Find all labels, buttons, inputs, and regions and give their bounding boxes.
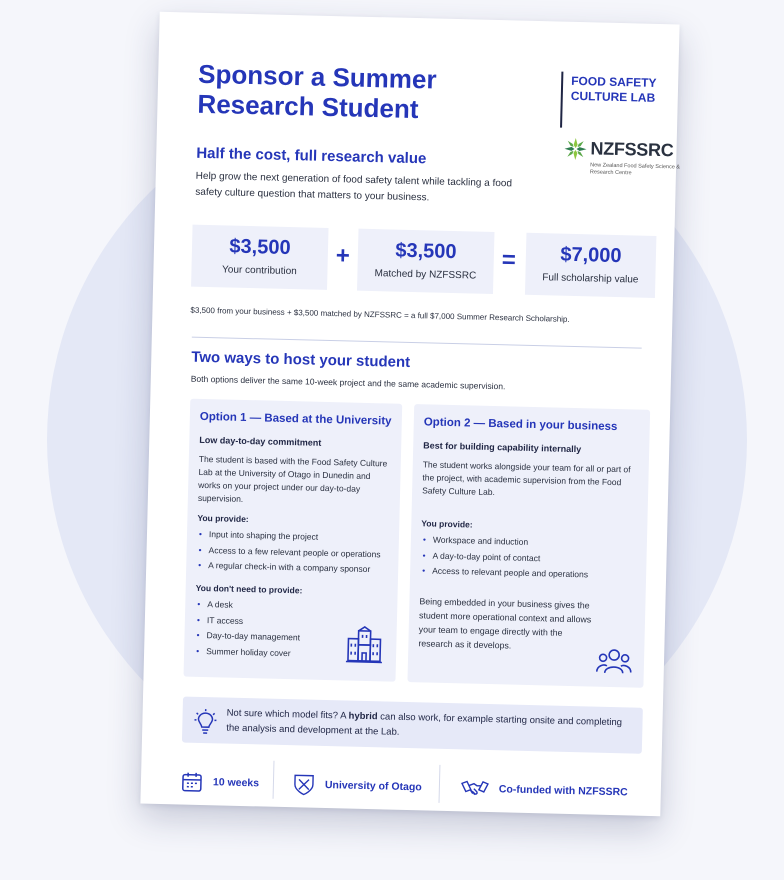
list-item: • A desk: [195, 597, 301, 615]
footer-separator: [273, 761, 275, 799]
calendar-icon: [181, 771, 204, 794]
option1-not-provide-heading: You don't need to provide:: [195, 582, 303, 596]
list-item: • Day-to-day management: [194, 628, 300, 646]
stat-value: $7,000: [560, 243, 622, 268]
hosting-intro: Both options deliver the same 10-week project and the same academic supervision.: [190, 373, 506, 392]
equals-symbol: =: [501, 246, 517, 274]
option2-card: [407, 404, 650, 688]
value-heading: Half the cost, full research value: [196, 144, 427, 168]
footer-separator: [439, 765, 441, 803]
footer-item-duration: [180, 759, 259, 807]
plus-symbol: +: [335, 242, 351, 270]
footer-label: Co-funded with NZFSSRC: [498, 783, 628, 799]
lab-logo-rule: [560, 72, 563, 128]
value-intro: Help grow the next generation of food safety talent while tackling a food safety culture question that matters to your business.: [195, 170, 513, 204]
partner-subtitle: New Zealand Food Safety Science & Research Centre: [589, 162, 681, 177]
option1-description: The student is based with the Food Safety Culture Lab at the University of Otago in Dunedin and works on your project under our day-to-day supervision.: [197, 453, 388, 504]
note-suffix: can also work, for example starting onsite and completing the analysis and development at the Lab.: [226, 711, 623, 738]
list-item: • Access to a few relevant people or operations: [196, 542, 380, 562]
lab-logo: FOOD SAFETY CULTURE LAB: [570, 73, 657, 105]
stat-label: Matched by NZFSSRC: [374, 268, 477, 282]
option2-provide-list: [420, 532, 589, 583]
hybrid-note-text: [226, 706, 627, 746]
option1-title: Option 1 — Based at the University: [199, 410, 392, 428]
stat-label: Full scholarship value: [542, 272, 639, 286]
option1-card: [184, 399, 403, 682]
footer-item-university: [292, 761, 422, 810]
lightbulb-icon: [194, 708, 217, 735]
list-item: • Input into shaping the project: [197, 527, 381, 547]
stat-matched: [357, 229, 494, 294]
stat-label: Your contribution: [221, 264, 297, 278]
list-item: • Access to relevant people and operations: [420, 563, 588, 583]
option1-provide-heading: You provide:: [197, 512, 249, 525]
option2-title: Option 2 — Based in your business: [423, 416, 618, 434]
team-people-icon: [596, 645, 633, 678]
stat-your-contribution: [191, 225, 328, 290]
section-divider: [192, 337, 642, 349]
option2-subtitle: Best for building capability internally: [423, 440, 582, 455]
flyer-sheet: [140, 12, 679, 816]
footer-label: University of Otago: [324, 779, 422, 794]
handshake-icon: [461, 777, 490, 800]
partner-name: NZFSSRC: [590, 138, 674, 161]
note-prefix: Not sure which model fits? A: [226, 707, 349, 722]
footer-label: 10 weeks: [212, 776, 260, 790]
option2-closing: Being embedded in your business gives the student more operational context and allows your team to engage directly with the research as it develops.: [418, 596, 592, 651]
footer-item-cofunded: [460, 765, 628, 815]
list-item: • Summer holiday cover: [194, 643, 300, 661]
option2-provide-heading: You provide:: [421, 518, 473, 530]
option2-description: The student works alongside your team for all or part of the project, with academic supervision from the Food Safety Culture Lab.: [422, 459, 631, 498]
list-item: • Workspace and induction: [421, 532, 589, 552]
option1-not-provide-list: [194, 597, 301, 662]
university-building-icon: [344, 624, 385, 665]
page-title: Sponsor a Summer Research Student: [197, 58, 437, 125]
option1-subtitle: Low day-to-day commitment: [199, 434, 322, 448]
nzfssrc-logo-icon: [562, 136, 589, 163]
university-crest-icon: [293, 772, 316, 797]
stat-value: $3,500: [395, 239, 457, 264]
hosting-heading: Two ways to host your student: [191, 348, 411, 371]
list-item: • A regular check-in with a company sponsor: [196, 558, 380, 578]
value-footnote: $3,500 from your business + $3,500 matched by NZFSSRC = a full $7,000 Summer Research Scholarship.: [190, 305, 570, 324]
option1-provide-list: [196, 527, 381, 578]
stat-value: $3,500: [229, 235, 291, 260]
stat-full-value: [525, 233, 656, 298]
hybrid-note: [182, 697, 643, 754]
list-item: • A day-to-day point of contact: [420, 548, 588, 568]
note-bold: hybrid: [348, 710, 378, 723]
flyer-content: [168, 46, 681, 815]
list-item: • IT access: [195, 612, 301, 630]
